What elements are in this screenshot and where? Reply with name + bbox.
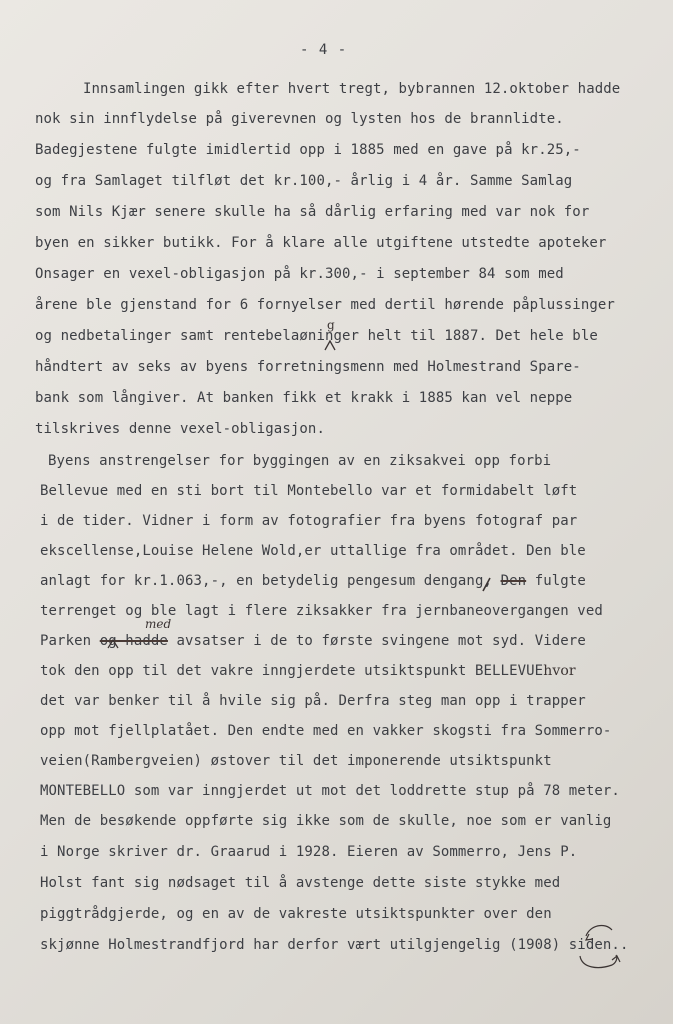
text-line: ekscellense,Louise Helene Wold,er uttallige fra området. Den ble [40,543,586,559]
text-line: som Nils Kjær senere skulle ha så dårlig erfaring med var nok for [35,204,590,220]
text-line: og nedbetalinger samt rentebelaøninger helt til 1887. Det hele ble [35,328,598,344]
text-line: Men de besøkende oppførte sig ikke som de skulle, noe som er vanlig [40,813,612,829]
text-line: Byens anstrengelser for byggingen av en ziksakvei opp forbi [48,453,552,469]
page-number: - 4 - [300,42,348,58]
struck-word: Den [500,573,527,589]
text-line: piggtrådgjerde, og en av de vakreste utsiktspunkter over den [40,906,552,922]
text-line: opp mot fjellplatået. Den endte med en vakker skogsti fra Sommerro- [40,723,612,739]
text-segment: tok den opp til det vakre inngjerdete utsiktspunkt BELLEVUE [40,663,544,679]
text-line: i Norge skriver dr. Graarud i 1928. Eieren av Sommerro, Jens P. [40,844,578,860]
text-line: årene ble gjenstand for 6 fornyelser med dertil hørende påplussinger [35,297,615,313]
text-line: byen en sikker butikk. For å klare alle utgiftene utstedte apoteker [35,235,607,251]
text-line: MONTEBELLO som var inngjerdet ut mot det loddrette stup på 78 meter. [40,783,620,799]
text-segment: anlagt for kr.1.063,-, en betydelig pengesum dengang, [40,573,493,589]
text-line: terrenget og ble lagt i flere ziksakker fra jernbaneovergangen ved [40,603,603,619]
text-line: nok sin innflydelse på giverevnen og lysten hos de brannlidte. [35,111,564,127]
handwritten-caret-letter: g [327,318,335,332]
text-line: Innsamlingen gikk efter hvert tregt, bybrannen 12.oktober hadde [83,81,621,97]
text-line: i de tider. Vidner i form av fotografier fra byens fotograf par [40,513,578,529]
text-line [40,572,586,590]
transposition-mark [612,956,620,962]
text-segment: fulgte [534,573,586,589]
text-line: det var benker til å hvile sig på. Derfra steg man opp i trapper [40,693,586,709]
text-line: Onsager en vexel-obligasjon på kr.300,- i september 84 som med [35,266,564,282]
text-line: Bellevue med en sti bort til Montebello var et formidabelt løft [40,483,578,499]
text-line: bank som långiver. At banken fikk et krakk i 1885 kan vel neppe [35,390,573,406]
text-line: Holst fant sig nødsaget til å avstenge dette siste stykke med [40,875,561,891]
handwritten-word: hvor [543,663,576,679]
handwritten-insertion: med [145,617,172,631]
text-line [40,662,576,680]
text-line: tilskrives denne vexel-obligasjon. [35,421,325,437]
struck-words: og hadde [99,633,168,649]
transposition-mark [586,925,612,936]
text-line: håndtert av seks av byens forretningsmenn med Holmestrand Spare- [35,359,581,375]
text-line: Badegjestene fulgte imidlertid opp i 1885 med en gave på kr.25,- [35,142,581,158]
text-line: veien(Rambergveien) østover til det imponerende utsiktspunkt [40,753,552,769]
text-segment: avsatser i de to første svingene mot syd. Videre [176,633,586,649]
text-line [40,632,586,650]
text-segment: Parken [40,633,92,649]
transposition-mark [580,955,617,968]
text-line: skjønne Holmestrandfjord har derfor vært utilgjengelig (1908) siden.. [40,937,629,953]
text-line: og fra Samlaget tilfløt det kr.100,- årlig i 4 år. Samme Samlag [35,173,573,189]
